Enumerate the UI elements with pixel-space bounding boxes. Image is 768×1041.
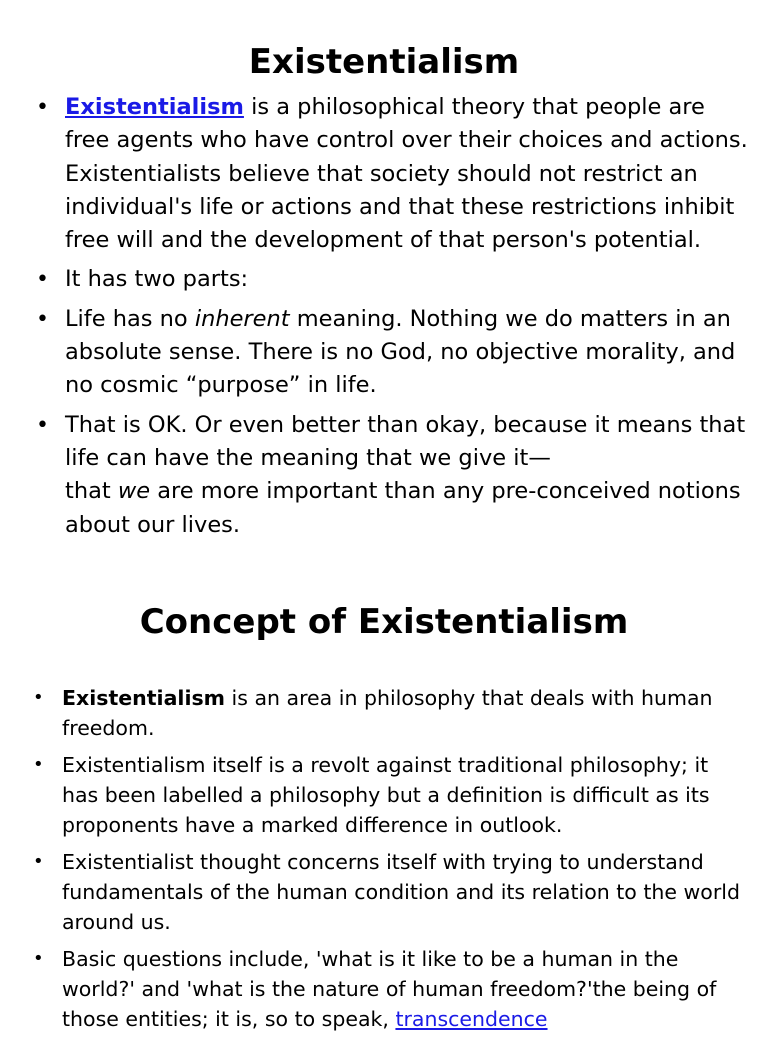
bullet-icon: • bbox=[33, 754, 44, 775]
list-item bbox=[33, 847, 748, 937]
bullet-icon: • bbox=[36, 267, 49, 293]
list-item bbox=[33, 944, 748, 1034]
bullet-text: that bbox=[65, 478, 118, 505]
bullet-text: are more important than any pre-conceived notions about our lives. bbox=[65, 478, 741, 538]
slide-concept-of-existentialism bbox=[0, 590, 768, 1031]
transcendence-link[interactable]: transcendence bbox=[395, 1007, 548, 1031]
bullet-text: It has two parts: bbox=[65, 266, 249, 293]
bullet-icon: • bbox=[36, 412, 49, 438]
bullet-icon: • bbox=[36, 95, 49, 120]
bullet-text: That is OK. Or even better than okay, because it means that life can have the meaning that we give it— bbox=[65, 411, 746, 471]
bullet-list bbox=[36, 91, 748, 548]
bullet-icon: • bbox=[33, 851, 44, 872]
bullet-text: is an area in philosophy that deals with human freedom. bbox=[62, 686, 713, 740]
bullet-text: meaning. Nothing we do matters in an absolute sense. There is no God, no objective morality, and no cosmic “purpose” in life. bbox=[65, 305, 736, 399]
list-item bbox=[33, 750, 748, 840]
bullet-list bbox=[33, 683, 748, 1041]
bullet-text: is a philosophical theory that people are free agents who have control over their choices and actions. Existentialists believe that society should not restrict an individual's life or actions and that these restrictions inhibit free will and the development of that person's potential. bbox=[65, 94, 748, 254]
bold-term: Existentialism bbox=[62, 686, 226, 710]
slide-title: Existentialism bbox=[248, 42, 520, 82]
bullet-icon: • bbox=[33, 948, 44, 969]
bullet-icon: • bbox=[36, 306, 49, 332]
existentialism-link[interactable]: Existentialism bbox=[65, 94, 244, 120]
bullet-text: Life has no bbox=[65, 305, 195, 332]
list-item bbox=[36, 303, 748, 403]
list-item bbox=[36, 263, 748, 296]
bullet-text: Existentialism itself is a revolt against traditional philosophy; it has been labelled a philosophy but a definition is difficult as its proponents have a marked difference in outlook. bbox=[62, 753, 710, 837]
italic-emphasis: we bbox=[117, 478, 151, 505]
list-item bbox=[36, 91, 748, 257]
italic-emphasis: inherent bbox=[194, 305, 290, 332]
list-item bbox=[33, 683, 748, 743]
bullet-text: Basic questions include, 'what is it like to be a human in the world?' and 'what is the nature of human freedom?'the being of those entities; it is, so to speak, bbox=[62, 947, 717, 1031]
bullet-text: Existentialist thought concerns itself with trying to understand fundamentals of the human condition and its relation to the world around us. bbox=[62, 850, 740, 934]
list-item bbox=[36, 409, 748, 542]
bullet-icon: • bbox=[33, 687, 44, 708]
slide-title: Concept of Existentialism bbox=[139, 602, 629, 642]
